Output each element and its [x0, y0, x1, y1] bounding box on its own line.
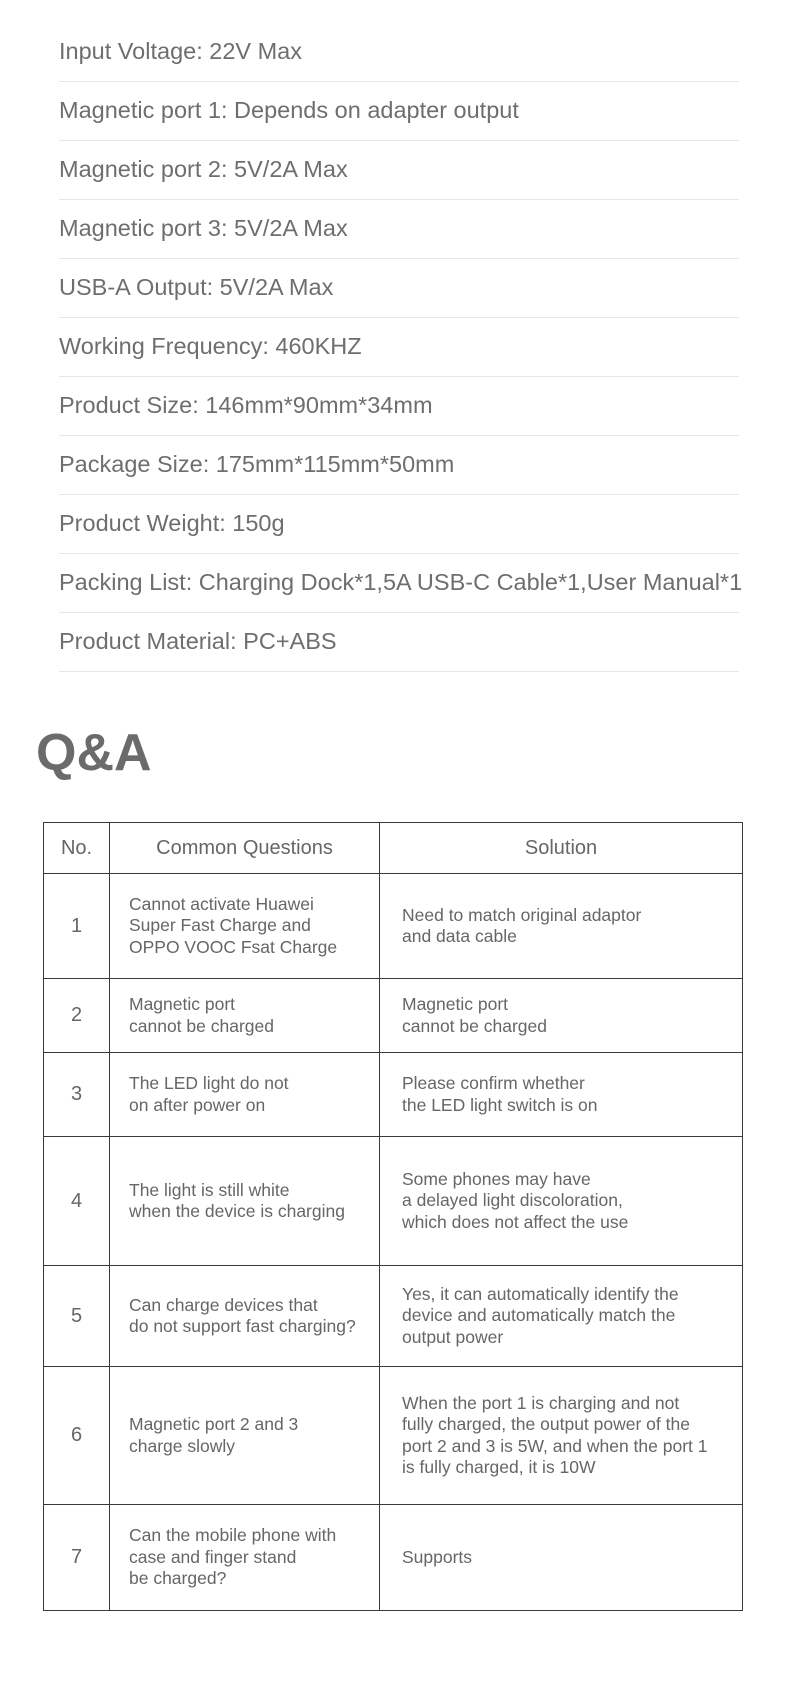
spec-label: Product Size : [59, 392, 205, 419]
question-line: charge slowly [129, 1435, 236, 1456]
solution-cell [380, 1505, 743, 1611]
solution-cell [380, 979, 743, 1053]
question-line: when the device is charging [129, 1201, 345, 1221]
spec-value: Depends on adapter output [234, 97, 519, 123]
solution-cell [380, 1053, 743, 1137]
solution-line: Need to match original adaptor [402, 904, 642, 925]
question-cell [110, 1505, 380, 1611]
spec-value: 5V/2A Max [234, 215, 348, 241]
spec-label: Working Frequency : [59, 333, 275, 360]
solution-cell [380, 1266, 743, 1367]
row-number: 6 [44, 1367, 110, 1505]
solution-line: device and automatically match the [402, 1305, 676, 1326]
solution-line: and data cable [402, 926, 517, 946]
qa-heading: Q&A [36, 724, 152, 782]
spec-label: Product Weight : [59, 510, 232, 537]
spec-value: Charging Dock*1,5A USB-C Cable*1,User Manual*1 [198, 569, 743, 595]
spec-row-package-size [59, 436, 739, 495]
question-line: on after power on [129, 1094, 266, 1115]
spec-value: 22V Max [209, 38, 303, 64]
spec-row-input-voltage [59, 23, 739, 82]
spec-value: 460KHZ [275, 333, 362, 359]
table-row [44, 979, 743, 1053]
row-number: 7 [44, 1505, 110, 1611]
solution-line: Some phones may have [402, 1168, 591, 1189]
qa-table [43, 822, 743, 1611]
header-common-questions: Common Questions [110, 823, 380, 874]
question-line: case and finger stand [129, 1546, 297, 1567]
solution-line: a delayed light discoloration, [402, 1190, 623, 1211]
table-row [44, 1505, 743, 1611]
question-line: OPPO VOOC Fsat Charge [129, 936, 338, 957]
question-line: Can the mobile phone with [129, 1525, 337, 1546]
spec-row-working-frequency [59, 318, 739, 377]
spec-row-product-material [59, 613, 739, 672]
header-solution: Solution [380, 823, 743, 874]
solution-line: which does not affect the use [402, 1211, 629, 1232]
solution-line: Magnetic port [402, 994, 509, 1014]
question-cell [110, 1367, 380, 1505]
solution-line: output power [402, 1326, 504, 1347]
spec-list [59, 23, 743, 672]
header-no: No. [44, 823, 110, 874]
spec-value: 146mm*90mm*34mm [205, 392, 433, 418]
spec-label: Magnetic port 3 : [59, 215, 234, 242]
spec-row-product-size [59, 377, 739, 436]
spec-value: 5V/2A Max [219, 274, 334, 300]
question-line: The light is still white [129, 1179, 290, 1200]
spec-value: PC+ABS [243, 628, 337, 654]
solution-line: When the port 1 is charging and not [402, 1392, 680, 1413]
solution-cell [380, 1367, 743, 1505]
spec-label: Magnetic port 1 : [59, 97, 234, 124]
solution-line: Supports [402, 1546, 473, 1567]
solution-line: the LED light switch is on [402, 1094, 598, 1115]
question-line: The LED light do not [129, 1073, 289, 1093]
spec-label: Package Size : [59, 451, 216, 478]
question-line: Super Fast Charge and [129, 915, 311, 936]
question-line: Magnetic port [129, 994, 236, 1014]
spec-value: 175mm*115mm*50mm [215, 451, 455, 477]
spec-row-magnetic-port-2 [59, 141, 739, 200]
question-line: Can charge devices that [129, 1294, 318, 1315]
spec-label: Packing List : [59, 569, 199, 596]
spec-row-product-weight [59, 495, 739, 554]
spec-label: USB-A Output : [59, 274, 220, 301]
spec-value: 5V/2A Max [234, 156, 348, 182]
solution-line: Yes, it can automatically identify the [402, 1283, 679, 1304]
spec-label: Product Material : [59, 628, 243, 655]
question-cell [110, 979, 380, 1053]
solution-cell [380, 1137, 743, 1266]
solution-line: cannot be charged [402, 1015, 547, 1036]
question-line: do not support fast charging? [129, 1316, 356, 1336]
spec-label: Input Voltage : [59, 38, 209, 65]
solution-line: is fully charged, it is 10W [402, 1457, 596, 1477]
question-cell [110, 874, 380, 979]
spec-value: 150g [232, 510, 285, 536]
row-number: 5 [44, 1266, 110, 1367]
spec-row-magnetic-port-3 [59, 200, 739, 259]
row-number: 2 [44, 979, 110, 1053]
question-line: be charged? [129, 1568, 227, 1589]
solution-cell [380, 874, 743, 979]
question-line: cannot be charged [129, 1015, 274, 1036]
solution-line: port 2 and 3 is 5W, and when the port 1 [402, 1435, 708, 1456]
spec-row-packing-list [59, 554, 743, 613]
solution-line: fully charged, the output power of the [402, 1414, 690, 1434]
table-row [44, 874, 743, 979]
spec-label: Magnetic port 2 : [59, 156, 234, 183]
row-number: 1 [44, 874, 110, 979]
spec-row-usb-a-output [59, 259, 739, 318]
question-cell [110, 1266, 380, 1367]
row-number: 4 [44, 1137, 110, 1266]
table-row [44, 1137, 743, 1266]
row-number: 3 [44, 1053, 110, 1137]
table-row [44, 1266, 743, 1367]
table-row [44, 1367, 743, 1505]
spec-row-magnetic-port-1 [59, 82, 739, 141]
question-cell [110, 1053, 380, 1137]
question-cell [110, 1137, 380, 1266]
table-row [44, 1053, 743, 1137]
question-line: Cannot activate Huawei [129, 893, 314, 914]
question-line: Magnetic port 2 and 3 [129, 1414, 299, 1434]
qa-header-row [44, 823, 743, 874]
solution-line: Please confirm whether [402, 1073, 585, 1093]
